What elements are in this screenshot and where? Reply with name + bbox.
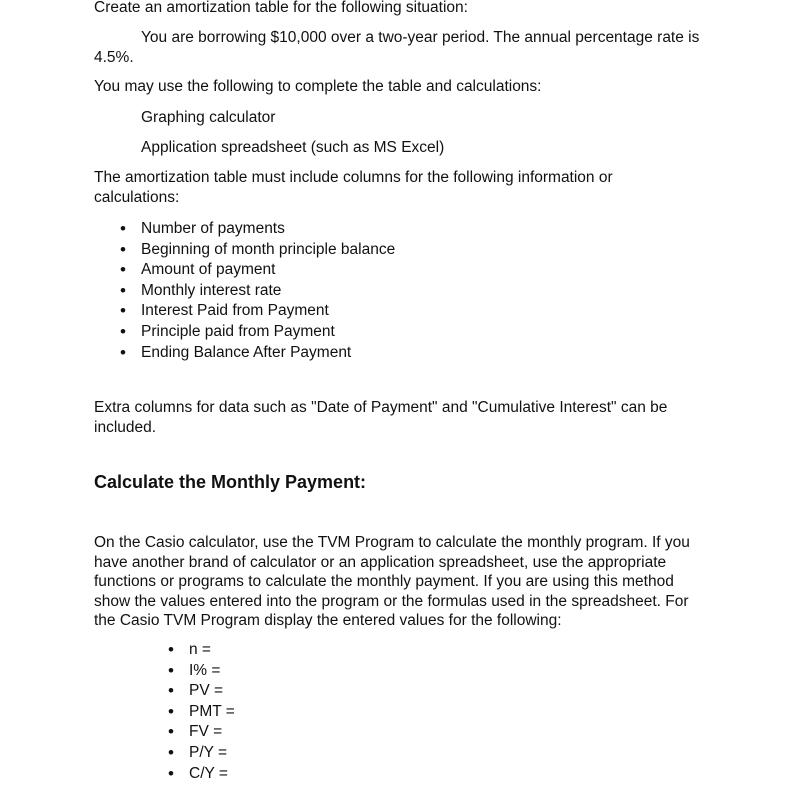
list-item: • FV = bbox=[168, 722, 235, 743]
list-item: • Monthly interest rate bbox=[120, 281, 395, 302]
tool-item: Application spreadsheet (such as MS Excel) bbox=[141, 139, 445, 156]
extra-text: Extra columns for data such as "Date of Payment" and "Cumulative Interest" can be included. bbox=[94, 399, 668, 436]
list-item: • Number of payments bbox=[120, 219, 395, 240]
list-item: • Interest Paid from Payment bbox=[120, 301, 395, 322]
list-item: • C/Y = bbox=[168, 764, 235, 785]
tools-intro: You may use the following to complete the table and calculations: bbox=[94, 78, 542, 95]
intro-text: Create an amortization table for the following situation: bbox=[94, 0, 468, 16]
columns-intro: The amortization table must include columns for the following information or calculations: bbox=[94, 169, 613, 206]
columns-list bbox=[120, 219, 395, 363]
list-item: • n = bbox=[168, 640, 235, 661]
tool-item: Graphing calculator bbox=[141, 109, 276, 126]
list-item: • I% = bbox=[168, 661, 235, 682]
list-item: • P/Y = bbox=[168, 743, 235, 764]
tvm-fields-list bbox=[168, 640, 235, 784]
list-item: • Principle paid from Payment bbox=[120, 322, 395, 343]
list-item: • PV = bbox=[168, 681, 235, 702]
list-item: • Amount of payment bbox=[120, 260, 395, 281]
situation-text: You are borrowing $10,000 over a two-year period. The annual percentage rate is 4.5%. bbox=[94, 29, 700, 66]
list-item: • Ending Balance After Payment bbox=[120, 343, 395, 364]
list-item: • Beginning of month principle balance bbox=[120, 240, 395, 261]
list-item: • PMT = bbox=[168, 702, 235, 723]
instructions-text: On the Casio calculator, use the TVM Program to calculate the monthly program. If you have another brand of calculator or an application spreadsheet, use the appropriate functions or programs to calculate the monthly payment. If you are using this method show the values entered into the program or the formulas used in the spreadsheet. For the Casio TVM Program display the entered values for the following: bbox=[94, 534, 690, 630]
section-heading: Calculate the Monthly Payment: bbox=[94, 472, 367, 492]
